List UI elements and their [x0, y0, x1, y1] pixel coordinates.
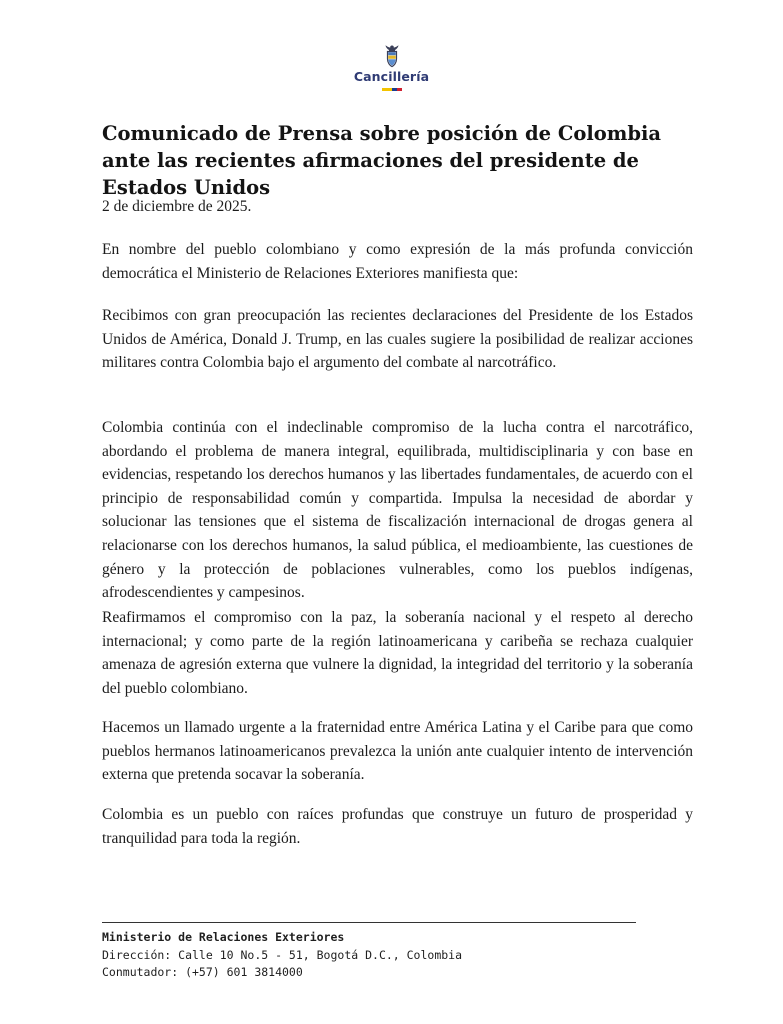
- paragraph-2: Recibimos con gran preocupación las recientes declaraciones del Presidente de los Estados Unidos de América, Donald J. Trump, en las cuales sugiere la posibilidad de realizar acciones militares contra Colombia bajo el argumento del combate al narcotráfico.: [102, 307, 693, 372]
- footer-address: Dirección: Calle 10 No.5 - 51, Bogotá D.C., Colombia: [102, 947, 463, 962]
- footer-phone: Conmutador: (+57) 601 3814000: [102, 965, 303, 979]
- footer: [102, 929, 462, 982]
- footer-divider: [102, 922, 636, 923]
- colombia-coat-of-arms-icon: [381, 44, 403, 68]
- footer-organization: Ministerio de Relaciones Exteriores: [102, 930, 345, 944]
- paragraph-6: Colombia es un pueblo con raíces profundas que construye un futuro de prosperidad y tranquilidad para toda la región.: [102, 806, 693, 847]
- logo-text: Cancillería: [353, 69, 430, 84]
- paragraph-4: Reafirmamos el compromiso con la paz, la soberanía nacional y el respeto al derecho internacional; y como parte de la región latinoamericana y caribeña se rechaza cualquier amenaza de agresión externa que vulnere la dignidad, la integridad del territorio y la soberanía del pueblo colombiano.: [102, 609, 693, 697]
- document-date: 2 de diciembre de 2025.: [102, 198, 252, 215]
- paragraph-3: Colombia continúa con el indeclinable compromiso de la lucha contra el narcotráfico, abordando el problema de manera integral, equilibrada, multidisciplinaria y con base en evidencias, respetando los derechos humanos y las libertades fundamentales, de acuerdo con el principio de responsabilidad común y compartida. Impulsa la necesidad de abordar y solucionar las tensiones que el sistema de fiscalización internacional de drogas genera al relacionarse con los derechos humanos, la salud pública, el medioambiente, las cuestiones de género y la protección de poblaciones vulnerables, como los pueblos indígenas, afrodescendientes y campesinos.: [102, 419, 693, 602]
- cancilleria-logo: [0, 44, 783, 91]
- flag-stripe: [382, 88, 402, 91]
- paragraph-5: Hacemos un llamado urgente a la fraternidad entre América Latina y el Caribe para que como pueblos hermanos latinoamericanos prevalezca la unión ante cualquier intento de intervención externa que pretenda socavar la soberanía.: [102, 719, 693, 784]
- paragraph-1: En nombre del pueblo colombiano y como expresión de la más profunda convicción democrática el Ministerio de Relaciones Exteriores manifiesta que:: [102, 241, 693, 282]
- document-title: Comunicado de Prensa sobre posición de Colombia ante las recientes afirmaciones del presidente de Estados Unidos: [102, 122, 662, 199]
